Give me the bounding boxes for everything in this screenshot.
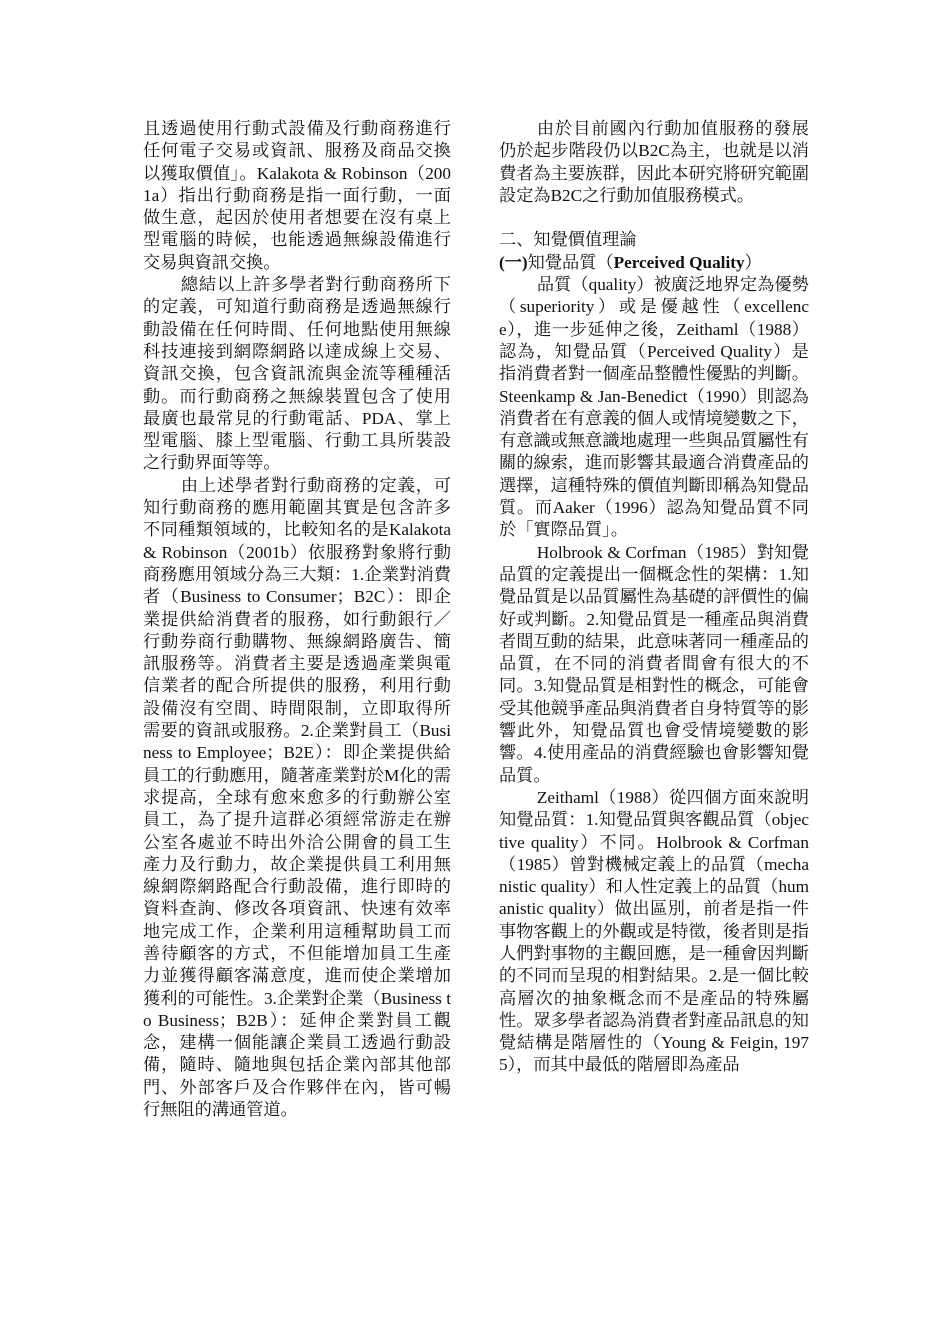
intro-paragraph: 由於目前國內行動加值服務的發展仍於起步階段仍以B2C為主，也就是以消費者為主要族群，因此本研究將研究範圍設定為B2C之行動加值服務模式。: [499, 119, 809, 205]
left-column: [143, 118, 451, 1121]
section-heading: 二、知覺價值理論: [499, 230, 637, 250]
body-paragraph: Holbrook & Corfman（1985）對知覺品質的定義提出一個概念性的架構：1.知覺品質是以品質屬性為基礎的評價性的偏好或判斷。2.知覺品質是一種產品與消費者間互動的結果，此意味著同一種產品的品質，在不同的消費者間會有很大的不同。3.知覺品質是相對性的概念，可能會受其他競爭產品與消費者自身特質等的影響此外，知覺品質也會受情境變數的影響。4.使用產品的消費經驗也會影響知覺品質。: [499, 542, 809, 785]
subsection-heading: [499, 252, 809, 274]
subsection-title: 知覺品質（: [527, 252, 614, 272]
body-paragraph: 品質（quality）被廣泛地界定為優勢（superiority）或是優越性（excellence），進一步延伸之後，Zeithaml（1988）認為，知覺品質（Perceived Quality）是指消費者對一個產品整體性優點的判斷。Steenkamp & Jan-Benedict（1990）則認為消費者在有意義的個人或情境變數之下，有意識或無意識地處理一些與品質屬性有關的線索，進而影響其最適合消費產品的選擇，這種特殊的價值判斷即稱為知覺品質。而Aaker（1996）認為知覺品質不同於「實際品質」。: [499, 275, 809, 540]
body-paragraph: 總結以上許多學者對行動商務所下的定義，可知道行動商務是透過無線行動設備在任何時間、任何地點使用無線科技連接到網際網路以達成線上交易、資訊交換，包含資訊流與金流等種種活動。而行動商務之無線裝置包含了使用最廣也最常見的行動電話、PDA、掌上型電腦、膝上型電腦、行動工具所裝設之行動界面等等。: [143, 275, 451, 473]
right-column: [499, 118, 809, 1077]
subsection-title-close: ）: [744, 252, 762, 272]
body-paragraph: 由上述學者對行動商務的定義，可知行動商務的應用範圍其實是包含許多不同種類領域的，比較知名的是Kalakota & Robinson（2001b）依服務對象將行動商務應用領域分為三大類：1.企業對消費者（Business to Consumer；B2C）：即企業提供給消費者的服務，如行動銀行／行動券商行動購物、無線網路廣告、簡訊服務等。消費者主要是透過產業與電信業者的配合所提供的服務，利用行動設備沒有空間、時間限制，立即取得所需要的資訊或服務。2.企業對員工（Business to Employee；B2E）：即企業提供給員工的行動應用，隨著產業對於M化的需求提高，全球有愈來愈多的行動辦公室員工，為了提升這群必須經常游走在辦公室各處並不時出外洽公開會的員工生產力及行動力，故企業提供員工利用無線網際網路配合行動設備，進行即時的資料查詢、修改各項資訊、快速有效率地完成工作，企業利用這種幫助員工而善待顧客的方式，不但能增加員工生產力並獲得顧客滿意度，進而使企業增加獲利的可能性。3.企業對企業（Business to Business；B2B）：延伸企業對員工觀念，建構一個能讓企業員工透過行動設備，隨時、隨地與包括企業內部其他部門、外部客戶及合作夥伴在內，皆可暢行無阻的溝通管道。: [143, 475, 451, 1120]
spacer: [499, 207, 809, 229]
subsection-title-en: Perceived Quality: [613, 252, 745, 272]
body-paragraph: 且透過使用行動式設備及行動商務進行任何電子交易或資訊、服務及商品交換以獲取價值」。Kalakota & Robinson（2001a）指出行動商務是指一面行動，一面做生意，起因於使用者想要在沒有桌上型電腦的時候，也能透過無線設備進行交易與資訊交換。: [143, 119, 451, 272]
subsection-number: (一): [499, 252, 528, 272]
body-paragraph: Zeithaml（1988）從四個方面來說明知覺品質：1.知覺品質與客觀品質（objective quality）不同。Holbrook & Corfman（1985）曾對機械定義上的品質（mechanistic quality）和人性定義上的品質（humanistic quality）做出區別，前者是指一件事物客觀上的外觀或是特徵，後者則是指人們對事物的主觀回應，是一種會因判斷的不同而呈現的相對結果。2.是一個比較高層次的抽象概念而不是產品的特殊屬性。眾多學者認為消費者對產品訊息的知覺結構是階層性的（Young & Feigin, 1975），而其中最低的階層即為產品: [499, 787, 809, 1075]
